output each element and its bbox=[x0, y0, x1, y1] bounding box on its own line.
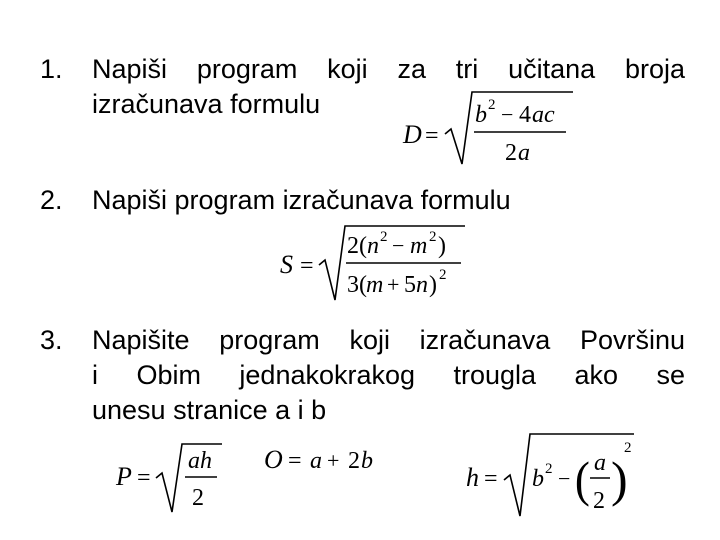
svg-text:P: P bbox=[116, 462, 132, 491]
svg-text:): ) bbox=[438, 233, 446, 259]
svg-text:O: O bbox=[264, 445, 283, 474]
task-1-text bbox=[92, 52, 685, 122]
svg-text:−: − bbox=[392, 233, 405, 258]
svg-text:m: m bbox=[366, 272, 384, 298]
svg-text:2: 2 bbox=[545, 461, 553, 477]
svg-text:=: = bbox=[137, 465, 151, 491]
svg-text:4: 4 bbox=[519, 102, 531, 128]
task-1-number: 1. bbox=[40, 54, 63, 84]
task-1-line-1: Napiši program koji za tri učitana broja bbox=[92, 54, 685, 84]
task-2-line-1: Napiši program izračunava formulu bbox=[92, 185, 511, 215]
svg-text:(: ( bbox=[574, 452, 590, 508]
svg-text:b: b bbox=[361, 448, 373, 474]
svg-text:): ) bbox=[611, 451, 628, 507]
svg-text:+: + bbox=[327, 448, 340, 473]
svg-text:=: = bbox=[288, 448, 302, 474]
svg-text:ac: ac bbox=[532, 102, 555, 128]
svg-text:2: 2 bbox=[624, 440, 632, 456]
svg-text:2: 2 bbox=[593, 488, 605, 514]
formula-perimeter bbox=[260, 442, 390, 478]
svg-text:2: 2 bbox=[192, 485, 204, 511]
svg-text:2: 2 bbox=[348, 448, 360, 474]
svg-text:2: 2 bbox=[505, 140, 517, 166]
formula-area bbox=[110, 440, 230, 518]
svg-text:2(: 2( bbox=[347, 233, 367, 259]
svg-text:a: a bbox=[518, 140, 530, 166]
svg-text:2: 2 bbox=[439, 267, 447, 283]
svg-text:2: 2 bbox=[429, 229, 437, 245]
formula-discriminant bbox=[395, 88, 580, 170]
task-2-text bbox=[92, 183, 685, 218]
svg-text:n: n bbox=[367, 233, 379, 259]
svg-text:a: a bbox=[310, 448, 322, 474]
svg-text:D: D bbox=[403, 120, 422, 149]
task-3-number: 3. bbox=[40, 325, 63, 355]
formula-s bbox=[275, 222, 475, 306]
svg-text:ah: ah bbox=[188, 448, 212, 474]
task-3-line-3: unesu stranice a i b bbox=[92, 395, 327, 425]
svg-text:a: a bbox=[594, 450, 606, 476]
svg-text:2: 2 bbox=[488, 97, 496, 113]
svg-text:b: b bbox=[532, 466, 544, 492]
svg-text:=: = bbox=[300, 253, 314, 279]
svg-text:3(: 3( bbox=[347, 272, 367, 298]
svg-text:n: n bbox=[416, 272, 428, 298]
svg-text:=: = bbox=[425, 123, 439, 149]
task-3-text bbox=[92, 323, 685, 428]
svg-text:b: b bbox=[475, 102, 487, 128]
svg-text:=: = bbox=[484, 466, 498, 492]
svg-text:2: 2 bbox=[380, 229, 388, 245]
task-3-line-2: i Obim jednakokrakog trougla ako se bbox=[92, 360, 685, 390]
task-1-line-2: izračunava formulu bbox=[92, 89, 321, 119]
svg-text:+: + bbox=[387, 272, 400, 297]
task-3-line-1: Napišite program koji izračunava Površinu bbox=[92, 325, 685, 355]
svg-text:−: − bbox=[501, 102, 514, 127]
svg-text:): ) bbox=[429, 272, 437, 298]
task-2-number: 2. bbox=[40, 185, 63, 215]
svg-text:S: S bbox=[280, 250, 293, 279]
svg-text:5: 5 bbox=[404, 272, 416, 298]
svg-text:h: h bbox=[466, 463, 479, 492]
svg-text:m: m bbox=[410, 233, 428, 259]
svg-text:−: − bbox=[558, 466, 571, 491]
formula-height bbox=[462, 430, 642, 522]
